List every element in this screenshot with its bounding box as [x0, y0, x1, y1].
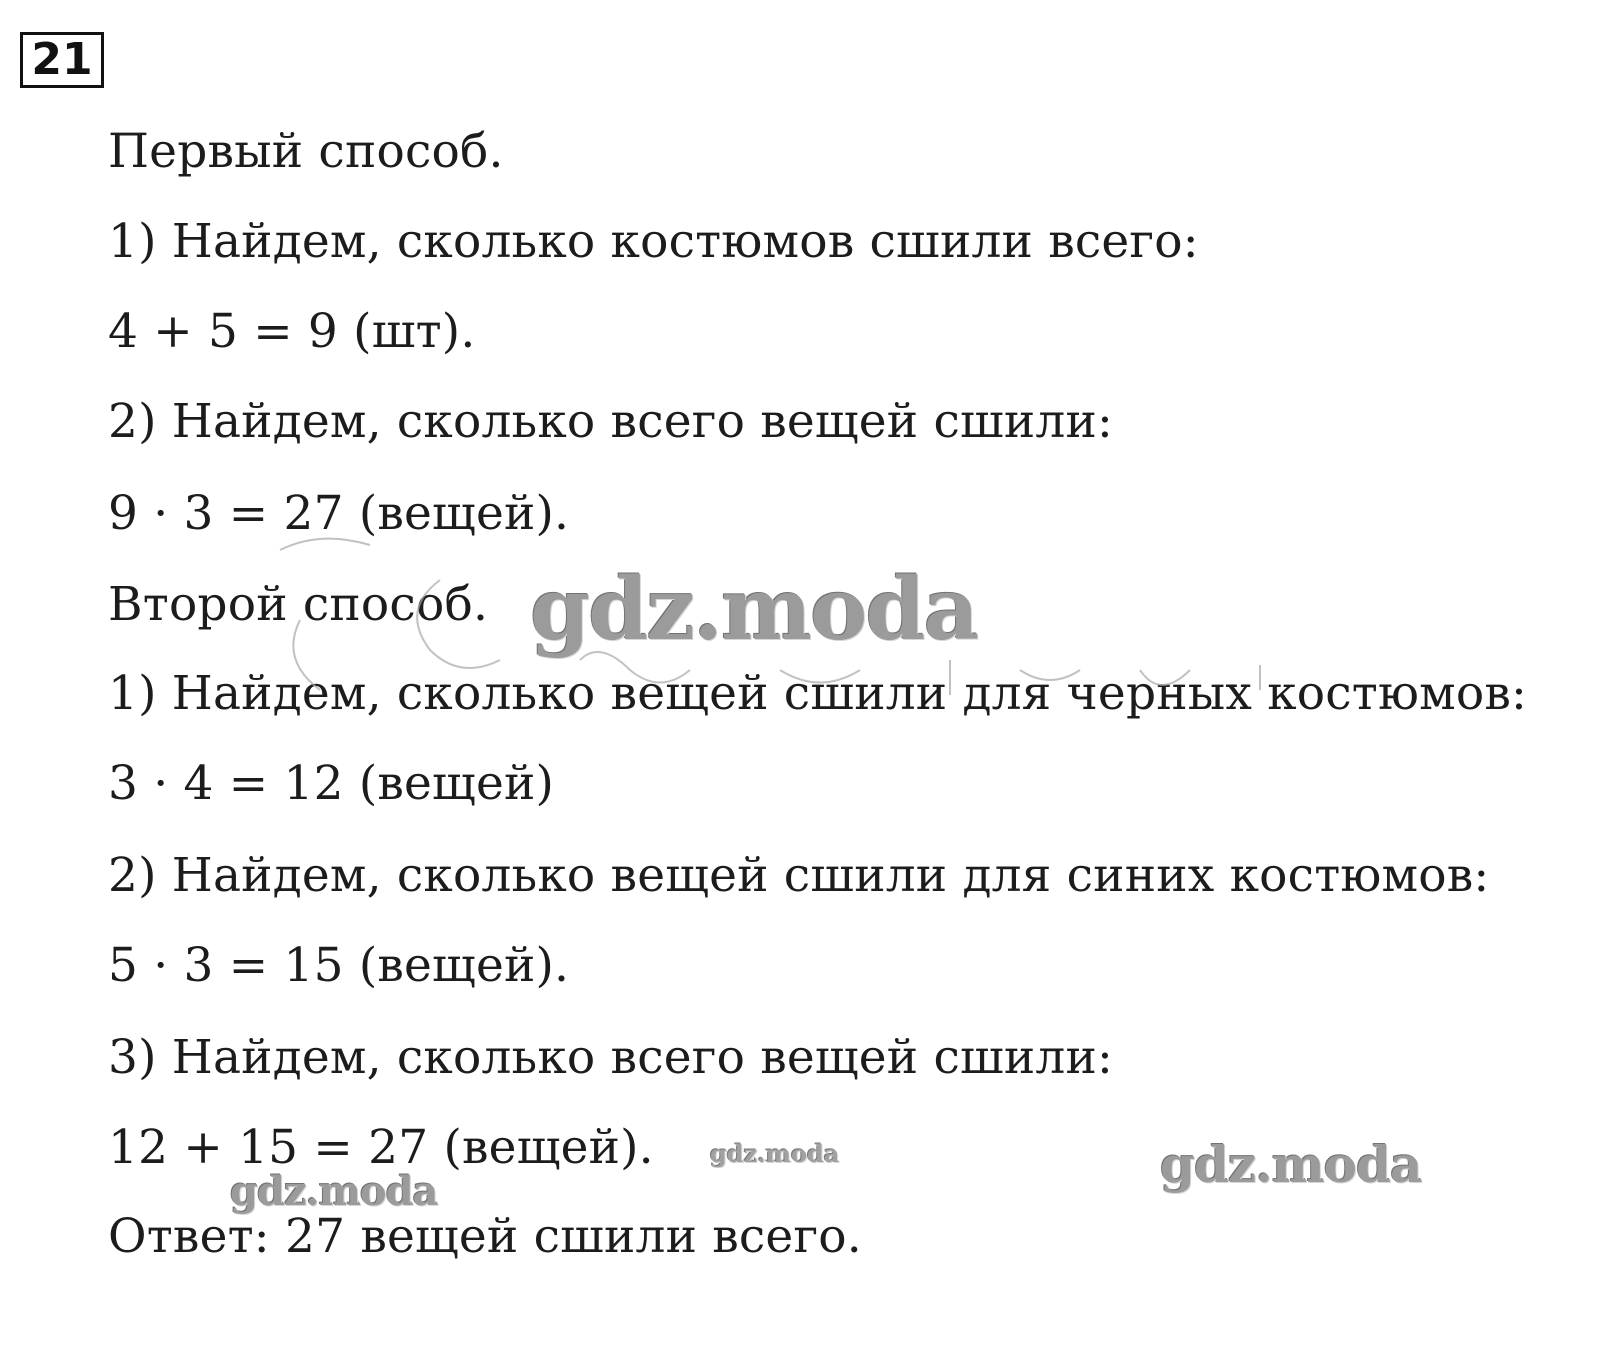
answer-line: Ответ: 27 вещей сшили всего.: [108, 1209, 862, 1264]
step-2-find-items-text: 2) Найдем, сколько всего вещей сшили:: [108, 394, 1114, 449]
step-2-equation: 9 · 3 = 27 (вещей).: [108, 486, 570, 541]
step-1-black-suits-text: 1) Найдем, сколько вещей сшили для черных костюмов:: [108, 666, 1528, 721]
task-number-box: [20, 32, 104, 88]
step-3-total-text: 3) Найдем, сколько всего вещей сшили:: [108, 1030, 1114, 1085]
step-2-blue-suits-text: 2) Найдем, сколько вещей сшили для синих костюмов:: [108, 848, 1490, 903]
watermark-large: gdz.moda: [530, 559, 978, 660]
watermark-small: gdz.moda: [710, 1139, 840, 1168]
step-3-total-equation: 12 + 15 = 27 (вещей).: [108, 1120, 654, 1175]
step-1-equation: 4 + 5 = 9 (шт).: [108, 304, 476, 359]
task-number: 21: [31, 34, 93, 85]
step-2-blue-equation: 5 · 3 = 15 (вещей).: [108, 938, 570, 993]
watermark-medium-right: gdz.moda: [1160, 1135, 1422, 1194]
first-method-heading: Первый способ.: [108, 124, 504, 179]
second-method-heading: Второй способ.: [108, 577, 489, 632]
watermark-medium-left: gdz.moda: [230, 1168, 438, 1215]
step-1-black-equation: 3 · 4 = 12 (вещей): [108, 756, 555, 811]
step-1-find-suits-text: 1) Найдем, сколько костюмов сшили всего:: [108, 214, 1199, 269]
